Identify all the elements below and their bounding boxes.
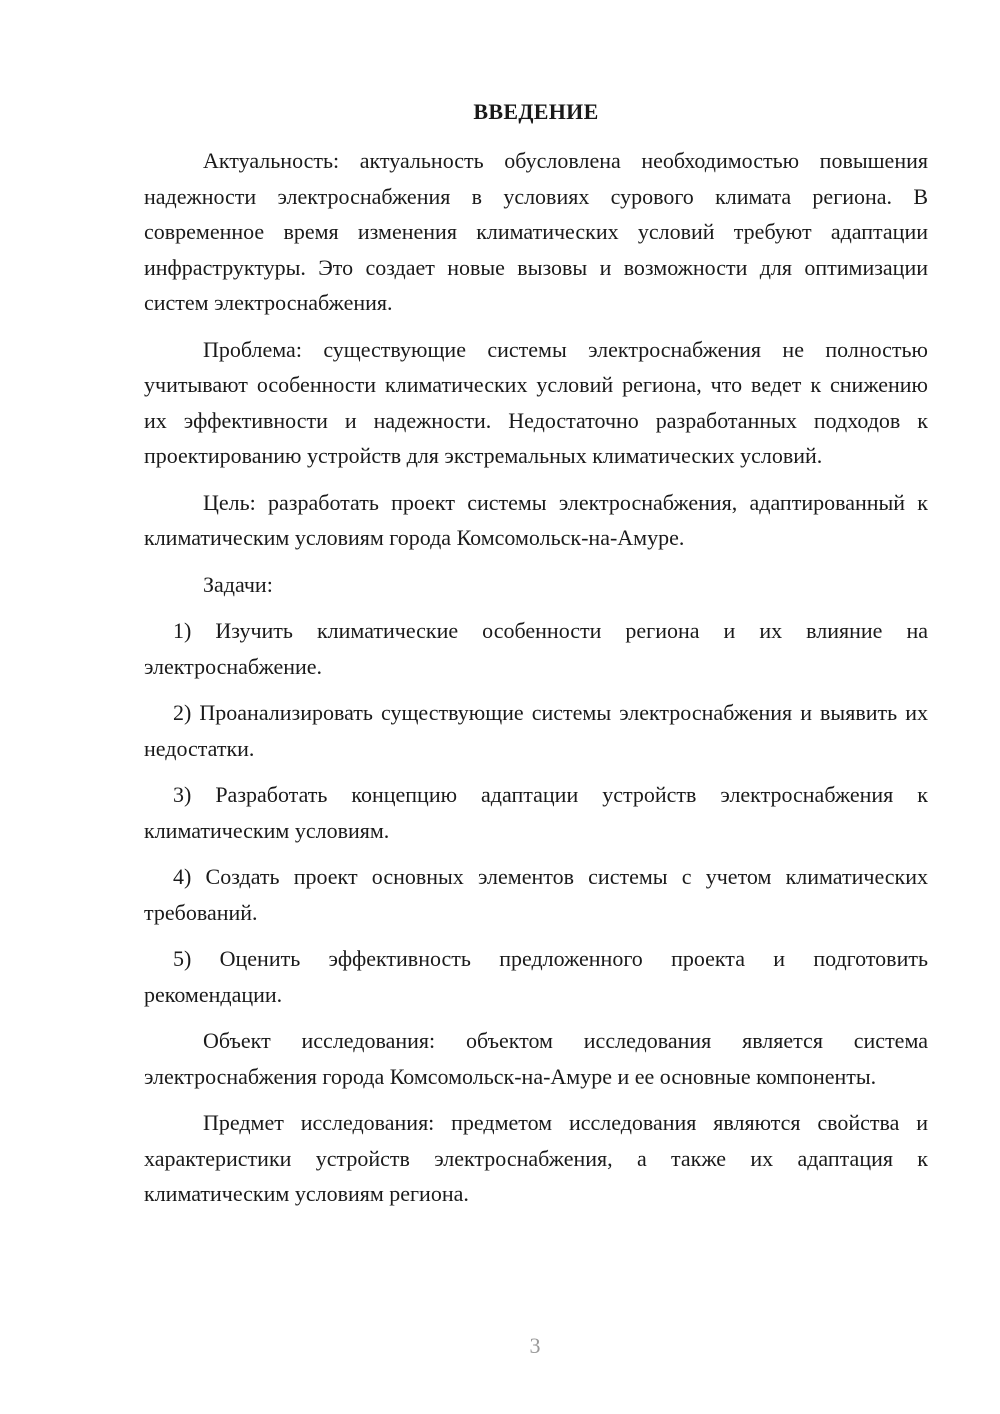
page-title: ВВЕДЕНИЕ: [473, 99, 599, 124]
paragraph-tasks-heading: Задачи:: [203, 571, 273, 597]
task-item-1: 1) Изучить климатические особенности региона и их влияние на электроснабжение.: [144, 618, 928, 679]
task-item-4: 4) Создать проект основных элементов системы с учетом климатических требований.: [144, 864, 928, 925]
task-item-2: 2) Проанализировать существующие системы электроснабжения и выявить их недостатки.: [144, 700, 928, 761]
paragraph-subject: Предмет исследования: предметом исследования являются свойства и характеристики устройств электроснабжения, а также их адаптация к климатическим условиям региона.: [144, 1110, 928, 1206]
paragraph-object: Объект исследования: объектом исследования является система электроснабжения города Комсомольск-на-Амуре и ее основные компоненты.: [144, 1028, 928, 1089]
page-number: 3: [529, 1333, 541, 1358]
task-item-3: 3) Разработать концепцию адаптации устройств электроснабжения к климатическим условиям.: [144, 782, 928, 843]
page-content: [144, 94, 928, 1223]
paragraph-actuality: Актуальность: актуальность обусловлена необходимостью повышения надежности электроснабжения в условиях сурового климата региона. В современное время изменения климатических условий требуют адаптации инфраструктуры. Это создает новые вызовы и возможности для оптимизации систем электроснабжения.: [144, 148, 928, 315]
paragraph-goal: Цель: разработать проект системы электроснабжения, адаптированный к климатическим условиям города Комсомольск-на-Амуре.: [144, 489, 928, 550]
task-item-5: 5) Оценить эффективность предложенного проекта и подготовить рекомендации.: [144, 946, 928, 1007]
paragraph-problem: Проблема: существующие системы электроснабжения не полностью учитывают особенности климатических условий региона, что ведет к снижению их эффективности и надежности. Недостаточно разработанных подходов к проектированию устройств для экстремальных климатических условий.: [144, 336, 928, 468]
